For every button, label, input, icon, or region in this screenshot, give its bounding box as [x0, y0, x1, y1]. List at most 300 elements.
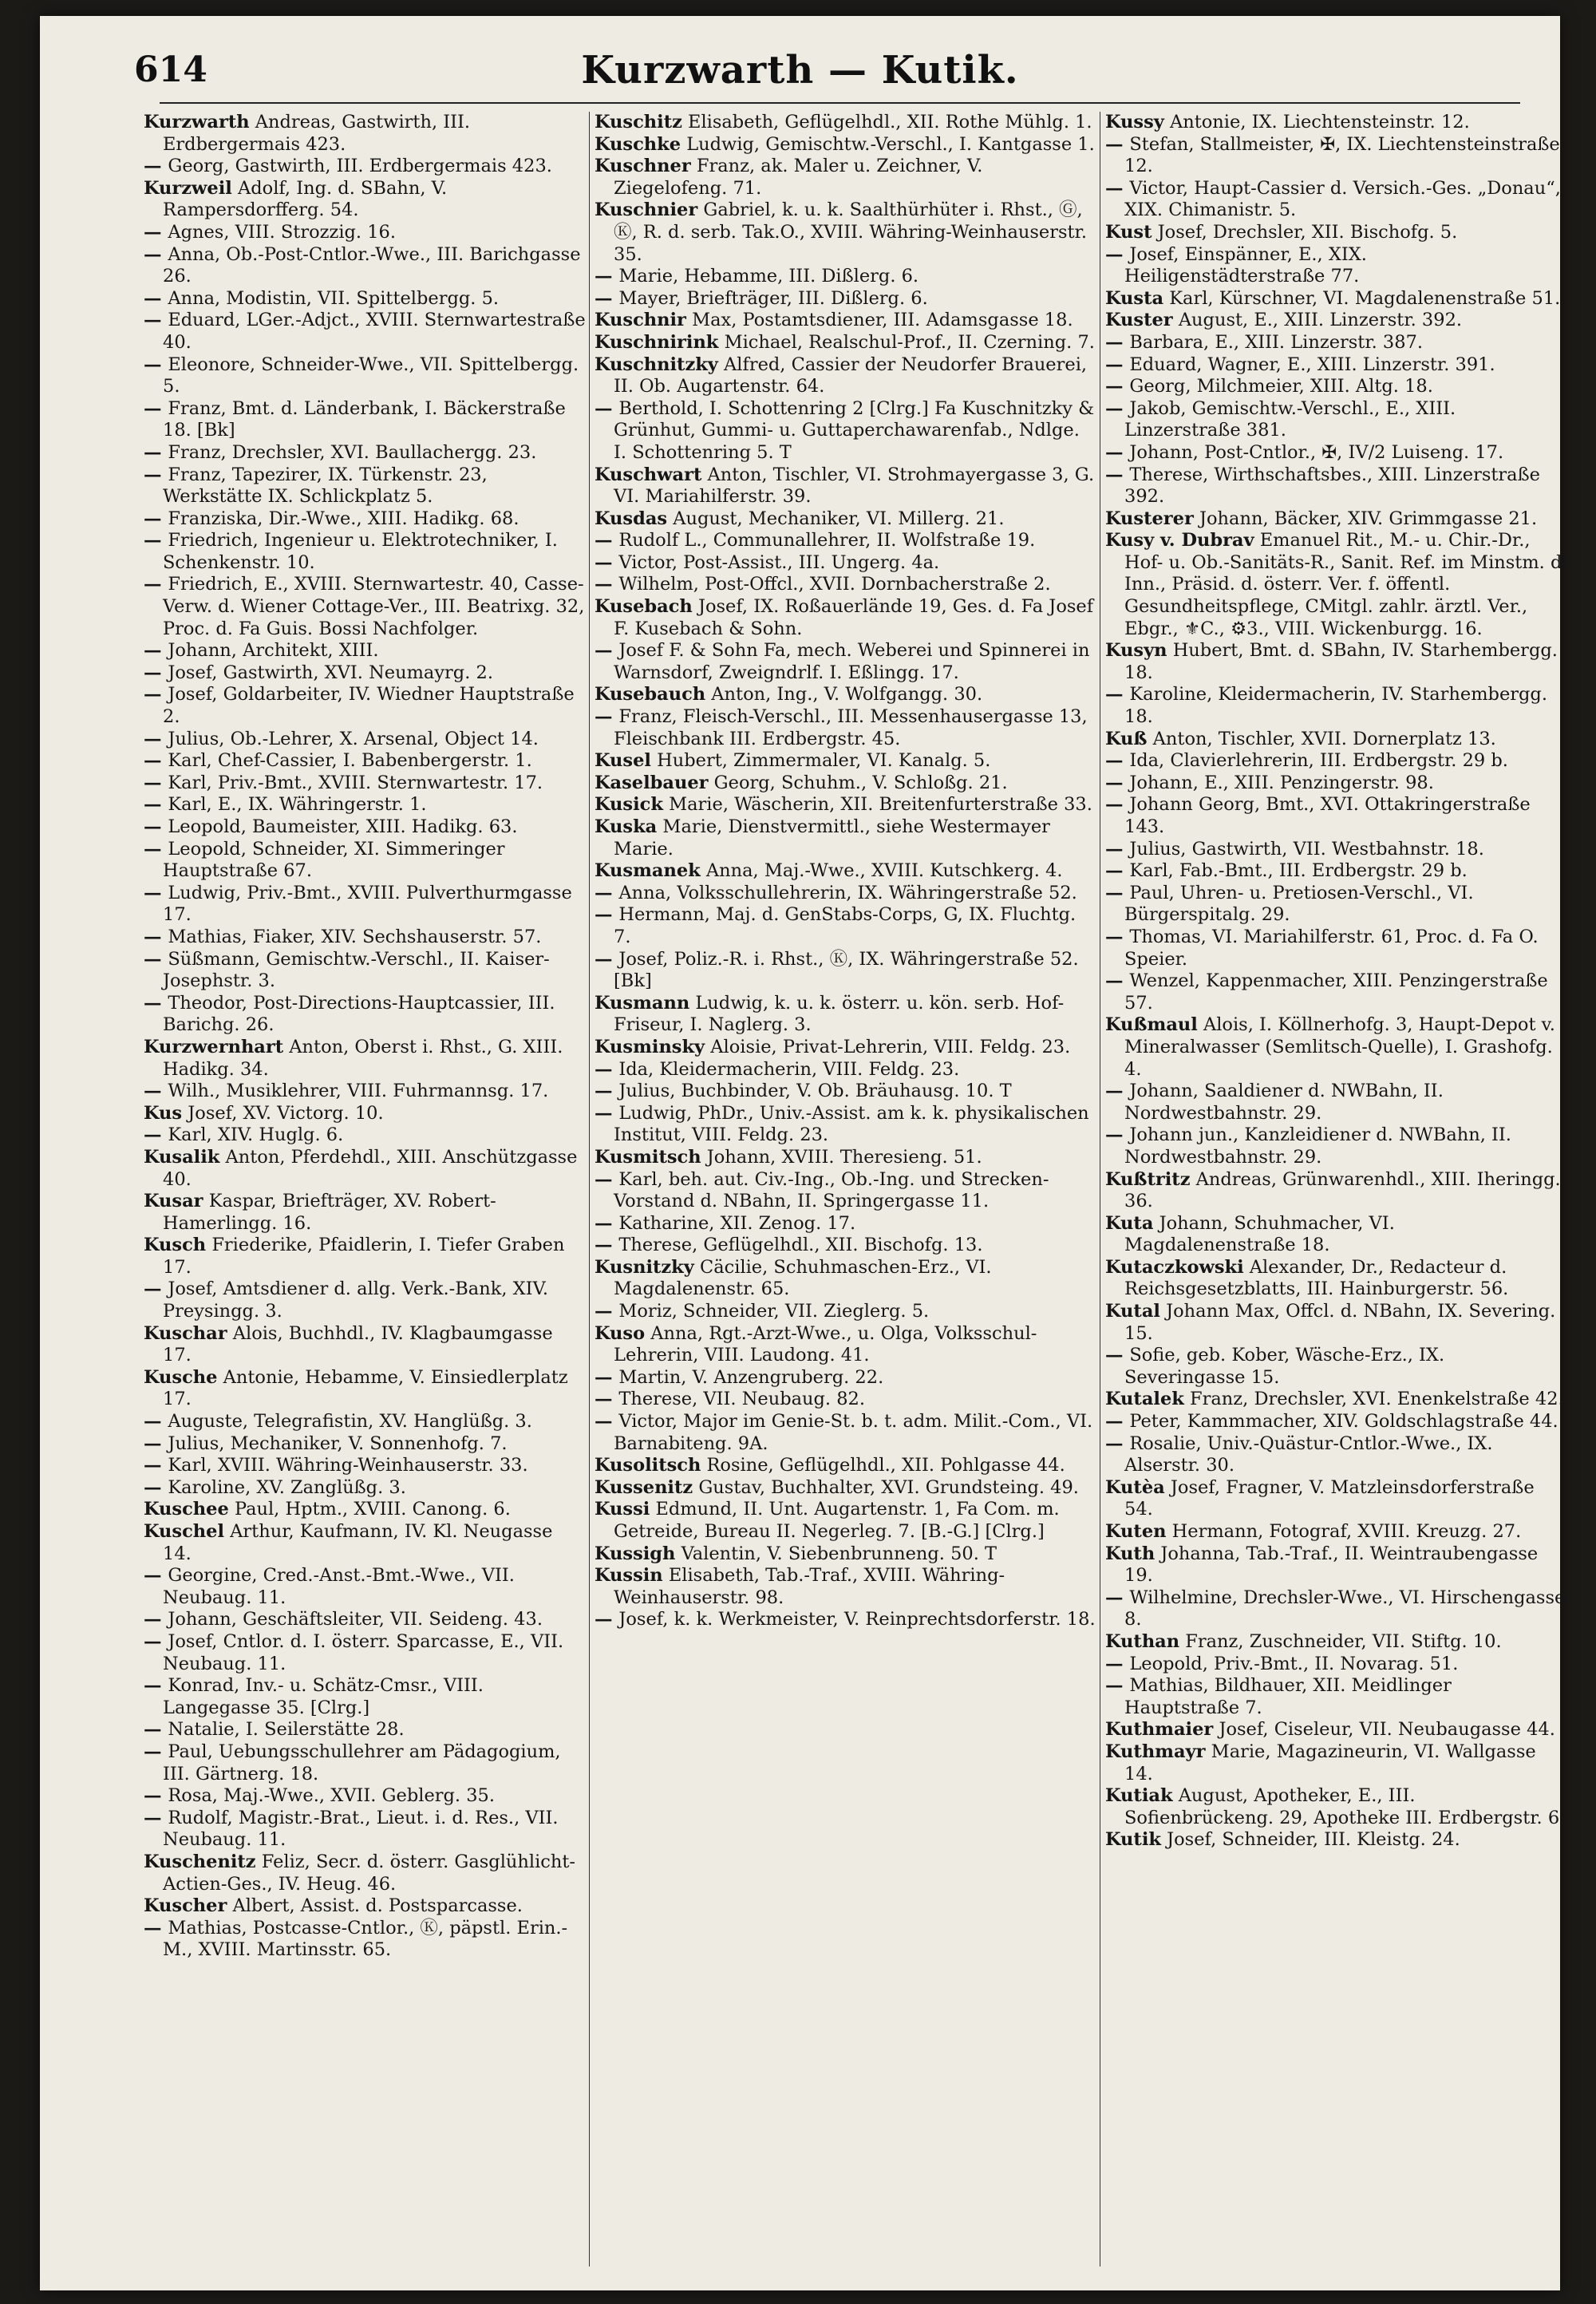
entry-surname: Kuschnirink	[595, 331, 719, 353]
entry-text: Marie, Dienstvermittl., siehe Westermayer Marie.	[614, 816, 1050, 860]
entry-text: August, Apotheker, E., III. Sofienbrückeng. 29, Apotheke III. Erdbergstr. 6.	[1124, 1785, 1566, 1828]
entry-text: Josef, Ciseleur, VII. Neubaugasse 44.	[1219, 1719, 1555, 1741]
directory-entry	[1105, 442, 1568, 464]
entry-text: Sofie, geb. Kober, Wäsche-Erz., IX. Severingasse 15.	[1124, 1345, 1445, 1388]
directory-entry	[595, 1499, 1097, 1543]
ditto-dash: —	[1105, 1081, 1130, 1102]
entry-surname: Kuschel	[144, 1521, 225, 1542]
entry-surname: Kusch	[144, 1235, 207, 1256]
ditto-dash: —	[144, 156, 168, 177]
directory-entry	[1105, 927, 1568, 970]
entry-text: Leopold, Priv.-Bmt., II. Novarag. 51.	[1129, 1653, 1459, 1674]
entry-text: Peter, Kammmacher, XIV. Goldschlagstraße 44.	[1129, 1411, 1558, 1433]
entry-text: Josef, Poliz.-R. i. Rhst., Ⓚ, IX. Währingerstraße 52. [Bk]	[614, 948, 1079, 992]
directory-entry	[595, 706, 1097, 750]
entry-text: Thomas, VI. Mariahilferstr. 61, Proc. d. Fa O. Speier.	[1124, 926, 1539, 970]
ditto-dash: —	[1105, 376, 1130, 397]
ditto-dash: —	[144, 728, 168, 749]
entry-text: Barbara, E., XIII. Linzerstr. 387.	[1129, 331, 1424, 353]
directory-entry	[595, 354, 1097, 398]
entry-surname: Kuschnitzky	[595, 354, 718, 375]
ditto-dash: —	[144, 750, 168, 772]
directory-entry	[144, 816, 587, 839]
entry-text: Josef, Amtsdiener d. allg. Verk.-Bank, XIV. Preysingg. 3.	[163, 1278, 549, 1322]
directory-entry	[595, 530, 1097, 552]
entry-text: Alois, I. Köllnerhofg. 3, Haupt-Depot v. Mineralwasser (Semlitsch-Quelle), I. Grashofg. 4.	[1124, 1014, 1555, 1080]
entry-text: Kaspar, Briefträger, XV. Robert-Hamerlingg. 16.	[163, 1191, 496, 1234]
entry-text: Albert, Assist. d. Postsparcasse.	[232, 1895, 523, 1917]
entry-text: Antonie, IX. Liechtensteinstr. 12.	[1169, 112, 1470, 132]
entry-surname: Kusmitsch	[595, 1146, 701, 1168]
entry-text: Victor, Haupt-Cassier d. Versich.-Ges. „Donau“, XIX. Chimanistr. 5.	[1124, 177, 1561, 221]
directory-entry	[144, 398, 587, 442]
ditto-dash: —	[144, 640, 168, 662]
entry-text: Hermann, Fotograf, XVIII. Kreuzg. 27.	[1171, 1521, 1522, 1542]
ditto-dash: —	[1105, 331, 1130, 353]
entry-text: Cäcilie, Schuhmaschen-Erz., VI. Magdalenenstr. 65.	[614, 1256, 992, 1300]
ditto-dash: —	[144, 882, 168, 903]
entry-text: Ida, Kleidermacherin, VIII. Feldg. 23.	[618, 1058, 960, 1080]
directory-entry	[595, 552, 1097, 575]
entry-text: Josef, Schneider, III. Kleistg. 24.	[1167, 1829, 1460, 1851]
entry-text: Natalie, I. Seilerstätte 28.	[168, 1719, 405, 1741]
ditto-dash: —	[144, 816, 168, 837]
entry-text: Franziska, Dir.-Wwe., XIII. Hadikg. 68.	[168, 508, 519, 529]
entry-text: Anton, Pferdehdl., XIII. Anschützgasse 40.	[163, 1146, 578, 1190]
ditto-dash: —	[595, 1389, 619, 1410]
directory-entry	[144, 1235, 587, 1278]
ditto-dash: —	[595, 706, 619, 728]
entry-surname: Kuthmaier	[1105, 1719, 1214, 1741]
directory-entry	[144, 1918, 587, 1962]
entry-text: August, E., XIII. Linzerstr. 392.	[1178, 310, 1463, 331]
entry-text: Max, Postamtsdiener, III. Adamsgasse 18.	[692, 310, 1073, 331]
entry-text: Rudolf L., Communallehrer, II. Wolfstraße 19.	[618, 530, 1036, 551]
entry-text: Therese, Wirthschaftsbes., XIII. Linzerstraße 392.	[1124, 464, 1540, 508]
ditto-dash: —	[595, 1301, 619, 1322]
entry-text: Josef, Drechsler, XII. Bischofg. 5.	[1157, 221, 1458, 243]
directory-entry	[1105, 222, 1568, 244]
directory-entry	[144, 1741, 587, 1785]
entry-text: Ludwig, k. u. k. österr. u. kön. serb. Hof-Friseur, I. Naglerg. 3.	[614, 992, 1065, 1036]
entry-surname: Kusy v. Dubrav	[1105, 530, 1254, 551]
entry-text: Alois, Buchhdl., IV. Klagbaumgasse 17.	[163, 1322, 553, 1366]
entry-surname: Kuschee	[144, 1499, 229, 1520]
directory-entry	[144, 156, 587, 178]
ditto-dash: —	[144, 310, 168, 331]
directory-entry	[1105, 1169, 1568, 1213]
directory-entry	[144, 354, 587, 398]
directory-entry	[595, 1169, 1097, 1213]
ditto-dash: —	[1105, 354, 1130, 375]
directory-entry	[1105, 398, 1568, 442]
directory-entry	[595, 904, 1097, 948]
entry-text: Josef, Einspänner, E., XIX. Heiligenstädterstraße 77.	[1124, 243, 1367, 287]
directory-entry	[1105, 1014, 1568, 1081]
entry-text: Marie, Wäscherin, XII. Breitenfurterstraße 33.	[669, 794, 1092, 816]
ditto-dash: —	[1105, 772, 1130, 793]
directory-entry	[595, 816, 1097, 860]
directory-entry	[1105, 112, 1568, 134]
directory-entry	[595, 1389, 1097, 1411]
entry-text: Karoline, XV. Zanglüßg. 3.	[168, 1476, 406, 1498]
directory-entry	[144, 1565, 587, 1609]
ditto-dash: —	[1105, 1124, 1130, 1146]
entry-surname: Kusyn	[1105, 640, 1167, 662]
ditto-dash: —	[1105, 243, 1130, 265]
entry-surname: Kutalek	[1105, 1389, 1184, 1410]
directory-entry	[144, 1609, 587, 1631]
entry-surname: Kuska	[595, 816, 658, 837]
entry-text: Johann, E., XIII. Penzingerstr. 98.	[1129, 772, 1434, 793]
ditto-dash: —	[144, 992, 168, 1014]
entry-surname: Kuschenitz	[144, 1851, 256, 1872]
ditto-dash: —	[595, 1102, 619, 1124]
entry-text: Josef, Gastwirth, XVI. Neumayrg. 2.	[168, 662, 493, 683]
directory-entry	[144, 574, 587, 640]
ditto-dash: —	[144, 1455, 168, 1476]
entry-text: Katharine, XII. Zenog. 17.	[618, 1212, 856, 1234]
ditto-dash: —	[144, 1476, 168, 1498]
ditto-dash: —	[1105, 441, 1130, 463]
directory-entry	[144, 112, 587, 156]
entry-surname: Kuso	[595, 1322, 646, 1344]
ditto-dash: —	[1105, 177, 1130, 199]
entry-text: Feliz, Secr. d. österr. Gasglühlicht-Actien-Ges., IV. Heug. 46.	[163, 1851, 576, 1895]
entry-surname: Kuth	[1105, 1543, 1156, 1564]
entry-text: Theodor, Post-Directions-Hauptcassier, III. Barichg. 26.	[163, 992, 555, 1036]
directory-entry	[1105, 1433, 1568, 1477]
directory-entry	[144, 1631, 587, 1675]
entry-text: Victor, Major im Genie-St. b. t. adm. Milit.-Com., VI. Barnabiteng. 9A.	[614, 1411, 1093, 1454]
entry-text: Hermann, Maj. d. GenStabs-Corps, G, IX. Fluchtg. 7.	[614, 904, 1077, 947]
entry-text: Süßmann, Gemischtw.-Verschl., II. Kaiser-Josephstr. 3.	[163, 948, 550, 992]
ditto-dash: —	[144, 397, 168, 419]
ditto-dash: —	[144, 508, 168, 529]
ditto-dash: —	[144, 354, 168, 375]
directory-entry	[144, 1037, 587, 1081]
directory-entry	[595, 574, 1097, 596]
entry-surname: Kusick	[595, 794, 663, 816]
directory-entry	[144, 244, 587, 288]
entry-surname: Kutaczkowski	[1105, 1256, 1244, 1278]
directory-entry	[144, 222, 587, 244]
entry-text: Georg, Gastwirth, III. Erdbergermais 423.	[168, 156, 552, 177]
ditto-dash: —	[144, 221, 168, 243]
entry-text: Karl, XIV. Huglg. 6.	[168, 1124, 344, 1146]
ditto-dash: —	[144, 1124, 168, 1146]
directory-page	[40, 16, 1568, 2290]
page-number: 614	[134, 49, 207, 90]
entry-text: Eduard, LGer.-Adjct., XVIII. Sternwartestraße 40.	[163, 310, 586, 353]
directory-entry	[144, 1411, 587, 1433]
directory-entry	[595, 1037, 1097, 1059]
column-3	[1105, 112, 1568, 2266]
ditto-dash: —	[144, 287, 168, 309]
directory-entry	[595, 1367, 1097, 1389]
entry-text: Hubert, Bmt. d. SBahn, IV. Starhembergg. 18.	[1124, 640, 1558, 683]
ditto-dash: —	[144, 1807, 168, 1828]
entry-text: Andreas, Gastwirth, III. Erdbergermais 423.	[163, 112, 471, 155]
entry-text: Elisabeth, Geflügelhdl., XII. Rothe Mühlg. 1.	[688, 112, 1092, 132]
directory-entry	[595, 1565, 1097, 1609]
directory-entry	[1105, 794, 1568, 838]
entry-text: Paul, Uhren- u. Pretiosen-Verschl., VI. Bürgerspitalg. 29.	[1124, 882, 1474, 926]
directory-entry	[595, 1103, 1097, 1147]
entry-surname: Kussigh	[595, 1543, 676, 1564]
entry-text: Anton, Tischler, VI. Strohmayergasse 3, G. VI. Mariahilferstr. 39.	[614, 464, 1095, 508]
ditto-dash: —	[144, 530, 168, 551]
ditto-dash: —	[144, 926, 168, 947]
entry-text: Berthold, I. Schottenring 2 [Clrg.] Fa Kuschnitzky & Grünhut, Gummi- u. Guttaperchawarenfab., Ndlge. I. Schottenring 5. T	[614, 397, 1095, 463]
directory-entry	[1105, 1257, 1568, 1301]
entry-text: Anton, Oberst i. Rhst., G. XIII. Hadikg. 34.	[163, 1036, 563, 1080]
entry-text: Julius, Mechaniker, V. Sonnenhofg. 7.	[168, 1433, 508, 1454]
entry-text: Mayer, Briefträger, III. Dißlerg. 6.	[618, 287, 928, 309]
ditto-dash: —	[1105, 684, 1130, 705]
entry-surname: Kurzwernhart	[144, 1036, 284, 1057]
directory-entry	[1105, 376, 1568, 398]
entry-text: Victor, Post-Assist., III. Ungerg. 4a.	[618, 551, 940, 573]
entry-surname: Kurzweil	[144, 177, 232, 199]
entry-text: Josef, k. k. Werkmeister, V. Reinprechtsdorferstr. 18.	[618, 1609, 1096, 1630]
directory-entry	[1105, 1631, 1568, 1654]
directory-entry	[144, 729, 587, 751]
entry-text: Wilh., Musiklehrer, VIII. Fuhrmannsg. 17.	[168, 1081, 549, 1102]
entry-text: Hubert, Zimmermaler, VI. Kanalg. 5.	[657, 750, 991, 772]
entry-text: Gabriel, k. u. k. Saalthürhüter i. Rhst., Ⓖ, Ⓚ, R. d. serb. Tak.O., XVIII. Währing-Weinhauserstr. 35.	[614, 200, 1087, 265]
ditto-dash: —	[1105, 1675, 1130, 1697]
entry-text: Arthur, Kaufmann, IV. Kl. Neugasse 14.	[163, 1521, 553, 1564]
ditto-dash: —	[595, 1235, 619, 1256]
ditto-dash: —	[1105, 860, 1130, 882]
entry-text: Therese, Geflügelhdl., XII. Bischofg. 13.	[618, 1235, 983, 1256]
entry-text: Josef, XV. Victorg. 10.	[188, 1102, 384, 1124]
directory-entry	[595, 1477, 1097, 1500]
directory-entry	[1105, 1345, 1568, 1389]
entry-surname: Kuschnir	[595, 310, 686, 331]
directory-entry	[595, 398, 1097, 464]
directory-entry	[595, 1235, 1097, 1257]
directory-entry	[595, 1411, 1097, 1455]
entry-surname: Kuß	[1105, 728, 1148, 749]
ditto-dash: —	[144, 1719, 168, 1741]
ditto-dash: —	[1105, 750, 1130, 772]
ditto-dash: —	[144, 574, 168, 595]
entry-text: Edmund, II. Unt. Augartenstr. 1, Fa Com. m. Getreide, Bureau II. Negerleg. 7. [B.-G.] [Clrg.]	[614, 1499, 1060, 1542]
directory-entry	[1105, 1829, 1568, 1851]
entry-text: Johann, XVIII. Theresieng. 51.	[706, 1146, 982, 1168]
column-divider	[589, 112, 590, 2266]
entry-text: August, Mechaniker, VI. Millerg. 21.	[673, 508, 1005, 529]
entry-surname: Kusalik	[144, 1146, 220, 1168]
ditto-dash: —	[595, 948, 619, 970]
entry-text: Karl, Fab.-Bmt., III. Erdbergstr. 29 b.	[1129, 860, 1468, 882]
directory-entry	[144, 288, 587, 310]
directory-entry	[144, 1147, 587, 1191]
directory-entry	[1105, 1719, 1568, 1741]
entry-text: Franz, Zuschneider, VII. Stiftg. 10.	[1185, 1630, 1502, 1652]
entry-text: Karl, Kürschner, VI. Magdalenenstraße 51.	[1169, 287, 1561, 309]
entry-surname: Kusolitsch	[595, 1455, 701, 1476]
entry-surname: Kusebauch	[595, 684, 706, 705]
directory-entry	[595, 288, 1097, 310]
directory-entry	[144, 1808, 587, 1851]
entry-text: Stefan, Stallmeister, ✠, IX. Liechtensteinstraße 12.	[1124, 133, 1560, 177]
ditto-dash: —	[144, 1433, 168, 1454]
directory-entry	[144, 1719, 587, 1741]
entry-text: Josef, IX. Roßauerlände 19, Ges. d. Fa Josef F. Kusebach & Sohn.	[614, 596, 1094, 639]
entry-surname: Kurzwarth	[144, 112, 250, 132]
ditto-dash: —	[595, 1168, 619, 1190]
directory-entry	[1105, 883, 1568, 927]
ditto-dash: —	[1105, 882, 1130, 903]
entry-text: Georgine, Cred.-Anst.-Bmt.-Wwe., VII. Neubaug. 11.	[163, 1565, 515, 1608]
directory-entry	[144, 1455, 587, 1477]
directory-entry	[144, 684, 587, 728]
entry-surname: Kutik	[1105, 1829, 1161, 1851]
ditto-dash: —	[144, 1609, 168, 1630]
entry-surname: Kusel	[595, 750, 651, 772]
ditto-dash: —	[595, 1081, 619, 1102]
directory-entry	[1105, 1543, 1568, 1587]
ditto-dash: —	[144, 948, 168, 970]
ditto-dash: —	[1105, 926, 1130, 947]
directory-entry	[595, 794, 1097, 816]
entry-surname: Kutal	[1105, 1301, 1160, 1322]
entry-surname: Kußtritz	[1105, 1168, 1191, 1190]
directory-entry	[144, 1499, 587, 1521]
entry-text: Auguste, Telegrafistin, XV. Hanglüßg. 3.	[168, 1411, 532, 1433]
directory-entry	[595, 750, 1097, 773]
entry-text: Johann, Schuhmacher, VI. Magdalenenstraße 18.	[1124, 1212, 1395, 1256]
entry-surname: Kuta	[1105, 1212, 1154, 1234]
directory-entry	[1105, 244, 1568, 288]
directory-entry	[144, 1367, 587, 1411]
directory-entry	[595, 310, 1097, 332]
entry-text: Johann, Saaldiener d. NWBahn, II. Nordwestbahnstr. 29.	[1124, 1081, 1444, 1124]
directory-entry	[595, 200, 1097, 266]
entry-text: Jakob, Gemischtw.-Verschl., E., XIII. Linzerstraße 381.	[1124, 397, 1456, 441]
entry-surname: Kusterer	[1105, 508, 1194, 529]
entry-text: Ida, Clavierlehrerin, III. Erdbergstr. 29 b.	[1129, 750, 1508, 772]
ditto-dash: —	[595, 1058, 619, 1080]
directory-entry	[1105, 1124, 1568, 1168]
directory-entry	[144, 1103, 587, 1125]
entry-text: Antonie, Hebamme, V. Einsiedlerplatz 17.	[163, 1366, 568, 1410]
entry-text: Eduard, Wagner, E., XIII. Linzerstr. 391.	[1129, 354, 1495, 375]
ditto-dash: —	[595, 574, 619, 595]
entry-surname: Kusta	[1105, 287, 1164, 309]
entry-surname: Kussi	[595, 1499, 650, 1520]
directory-entry	[144, 464, 587, 508]
entry-text: Friedrich, Ingenieur u. Elektrotechniker, I. Schenkenstr. 10.	[163, 530, 558, 573]
ditto-dash: —	[144, 464, 168, 485]
entry-text: Aloisie, Privat-Lehrerin, VIII. Feldg. 23.	[710, 1036, 1071, 1057]
directory-entry	[144, 1433, 587, 1456]
entry-text: Wilhelm, Post-Offcl., XVII. Dornbacherstraße 2.	[618, 574, 1051, 595]
entry-text: Franz, ak. Maler u. Zeichner, V. Ziegelofeng. 71.	[614, 156, 983, 199]
ditto-dash: —	[144, 1565, 168, 1587]
directory-entry	[144, 927, 587, 949]
entry-surname: Kuthan	[1105, 1630, 1180, 1652]
entry-text: Ludwig, PhDr., Univ.-Assist. am k. k. physikalischen Institut, VIII. Feldg. 23.	[614, 1102, 1089, 1146]
ditto-dash: —	[1105, 970, 1130, 992]
entry-surname: Kuschke	[595, 133, 681, 155]
entry-text: Alfred, Cassier der Neudorfer Brauerei, II. Ob. Augartenstr. 64.	[614, 354, 1088, 397]
directory-entry	[144, 839, 587, 883]
entry-text: Anton, Tischler, XVII. Dornerplatz 13.	[1152, 728, 1496, 749]
directory-entry	[144, 1785, 587, 1808]
entry-text: Johann Max, Offcl. d. NBahn, IX. Severing. 15.	[1124, 1301, 1556, 1344]
directory-entry	[1105, 354, 1568, 377]
entry-text: Martin, V. Anzengruberg. 22.	[618, 1366, 884, 1388]
entry-text: Friedrich, E., XVIII. Sternwartestr. 40, Casse-Verw. d. Wiener Cottage-Ver., III. Beatrixg. 32, Proc. d. Fa Guis. Bossi Nachfolger.	[163, 574, 585, 639]
directory-entry	[595, 1059, 1097, 1081]
directory-entry	[1105, 1477, 1568, 1521]
directory-entry	[595, 1609, 1097, 1631]
ditto-dash: —	[595, 266, 619, 287]
directory-entry	[1105, 1389, 1568, 1411]
entry-text: Rosa, Maj.-Wwe., XVII. Geblerg. 35.	[168, 1785, 496, 1807]
entry-text: Valentin, V. Siebenbrunneng. 50. T	[681, 1543, 998, 1564]
entry-text: Emanuel Rit., M.- u. Chir.-Dr., Hof- u. Ob.-Sanitäts-R., Sanit. Ref. im Minstm. d. Inn., Präsid. d. österr. Ver. f. öffentl. Gesundheitspflege, CMitgl. zahlr. ärztl. Ver., Ebgr., ⚜C., ⚙3., VIII. Wickenburgg. 16.	[1124, 530, 1568, 639]
directory-entry	[1105, 1587, 1568, 1631]
entry-text: Johann, Bäcker, XIV. Grimmgasse 21.	[1199, 508, 1538, 529]
directory-entry	[1105, 1741, 1568, 1785]
directory-entry	[1105, 1213, 1568, 1257]
directory-entry	[1105, 773, 1568, 795]
directory-entry	[595, 684, 1097, 706]
directory-entry	[144, 1521, 587, 1565]
directory-entry	[144, 310, 587, 354]
entry-text: Johanna, Tab.-Traf., II. Weintraubengasse 19.	[1124, 1543, 1539, 1587]
ditto-dash: —	[595, 287, 619, 309]
directory-entry	[595, 883, 1097, 905]
ditto-dash: —	[1105, 1345, 1130, 1366]
entry-text: Marie, Hebamme, III. Dißlerg. 6.	[618, 266, 919, 287]
ditto-dash: —	[144, 794, 168, 816]
entry-text: Rosalie, Univ.-Quästur-Cntlor.-Wwe., IX. Alserstr. 30.	[1124, 1433, 1493, 1476]
directory-entry	[144, 442, 587, 464]
entry-text: Anna, Volksschullehrerin, IX. Währingerstraße 52.	[618, 882, 1077, 903]
entry-surname: Kusche	[144, 1366, 218, 1388]
ditto-dash: —	[1105, 464, 1130, 485]
entry-text: Michael, Realschul-Prof., II. Czerning. 7.	[724, 331, 1095, 353]
directory-entry	[595, 508, 1097, 531]
ditto-dash: —	[1105, 1587, 1130, 1608]
directory-entry	[144, 178, 587, 222]
page-title: Kurzwarth — Kutik.	[581, 48, 1019, 93]
entry-surname: Kuschar	[144, 1322, 227, 1344]
directory-entry	[595, 640, 1097, 684]
directory-entry	[1105, 1411, 1568, 1433]
directory-entry	[1105, 684, 1568, 728]
entry-text: Agnes, VIII. Strozzig. 16.	[168, 221, 397, 243]
entry-surname: Kusdas	[595, 508, 668, 529]
entry-surname: Kuschitz	[595, 112, 682, 132]
entry-surname: Kuten	[1105, 1521, 1167, 1542]
entry-text: Franz, Bmt. d. Länderbank, I. Bäckerstraße 18. [Bk]	[163, 397, 566, 441]
ditto-dash: —	[1105, 1433, 1130, 1454]
directory-entry	[595, 773, 1097, 795]
entry-surname: Kussy	[1105, 112, 1164, 132]
entry-text: Friederike, Pfaidlerin, I. Tiefer Graben 17.	[163, 1235, 565, 1278]
directory-entry	[1105, 530, 1568, 640]
entry-surname: Kusmann	[595, 992, 690, 1014]
directory-entry	[144, 750, 587, 773]
entry-text: Anna, Modistin, VII. Spittelbergg. 5.	[168, 287, 500, 309]
